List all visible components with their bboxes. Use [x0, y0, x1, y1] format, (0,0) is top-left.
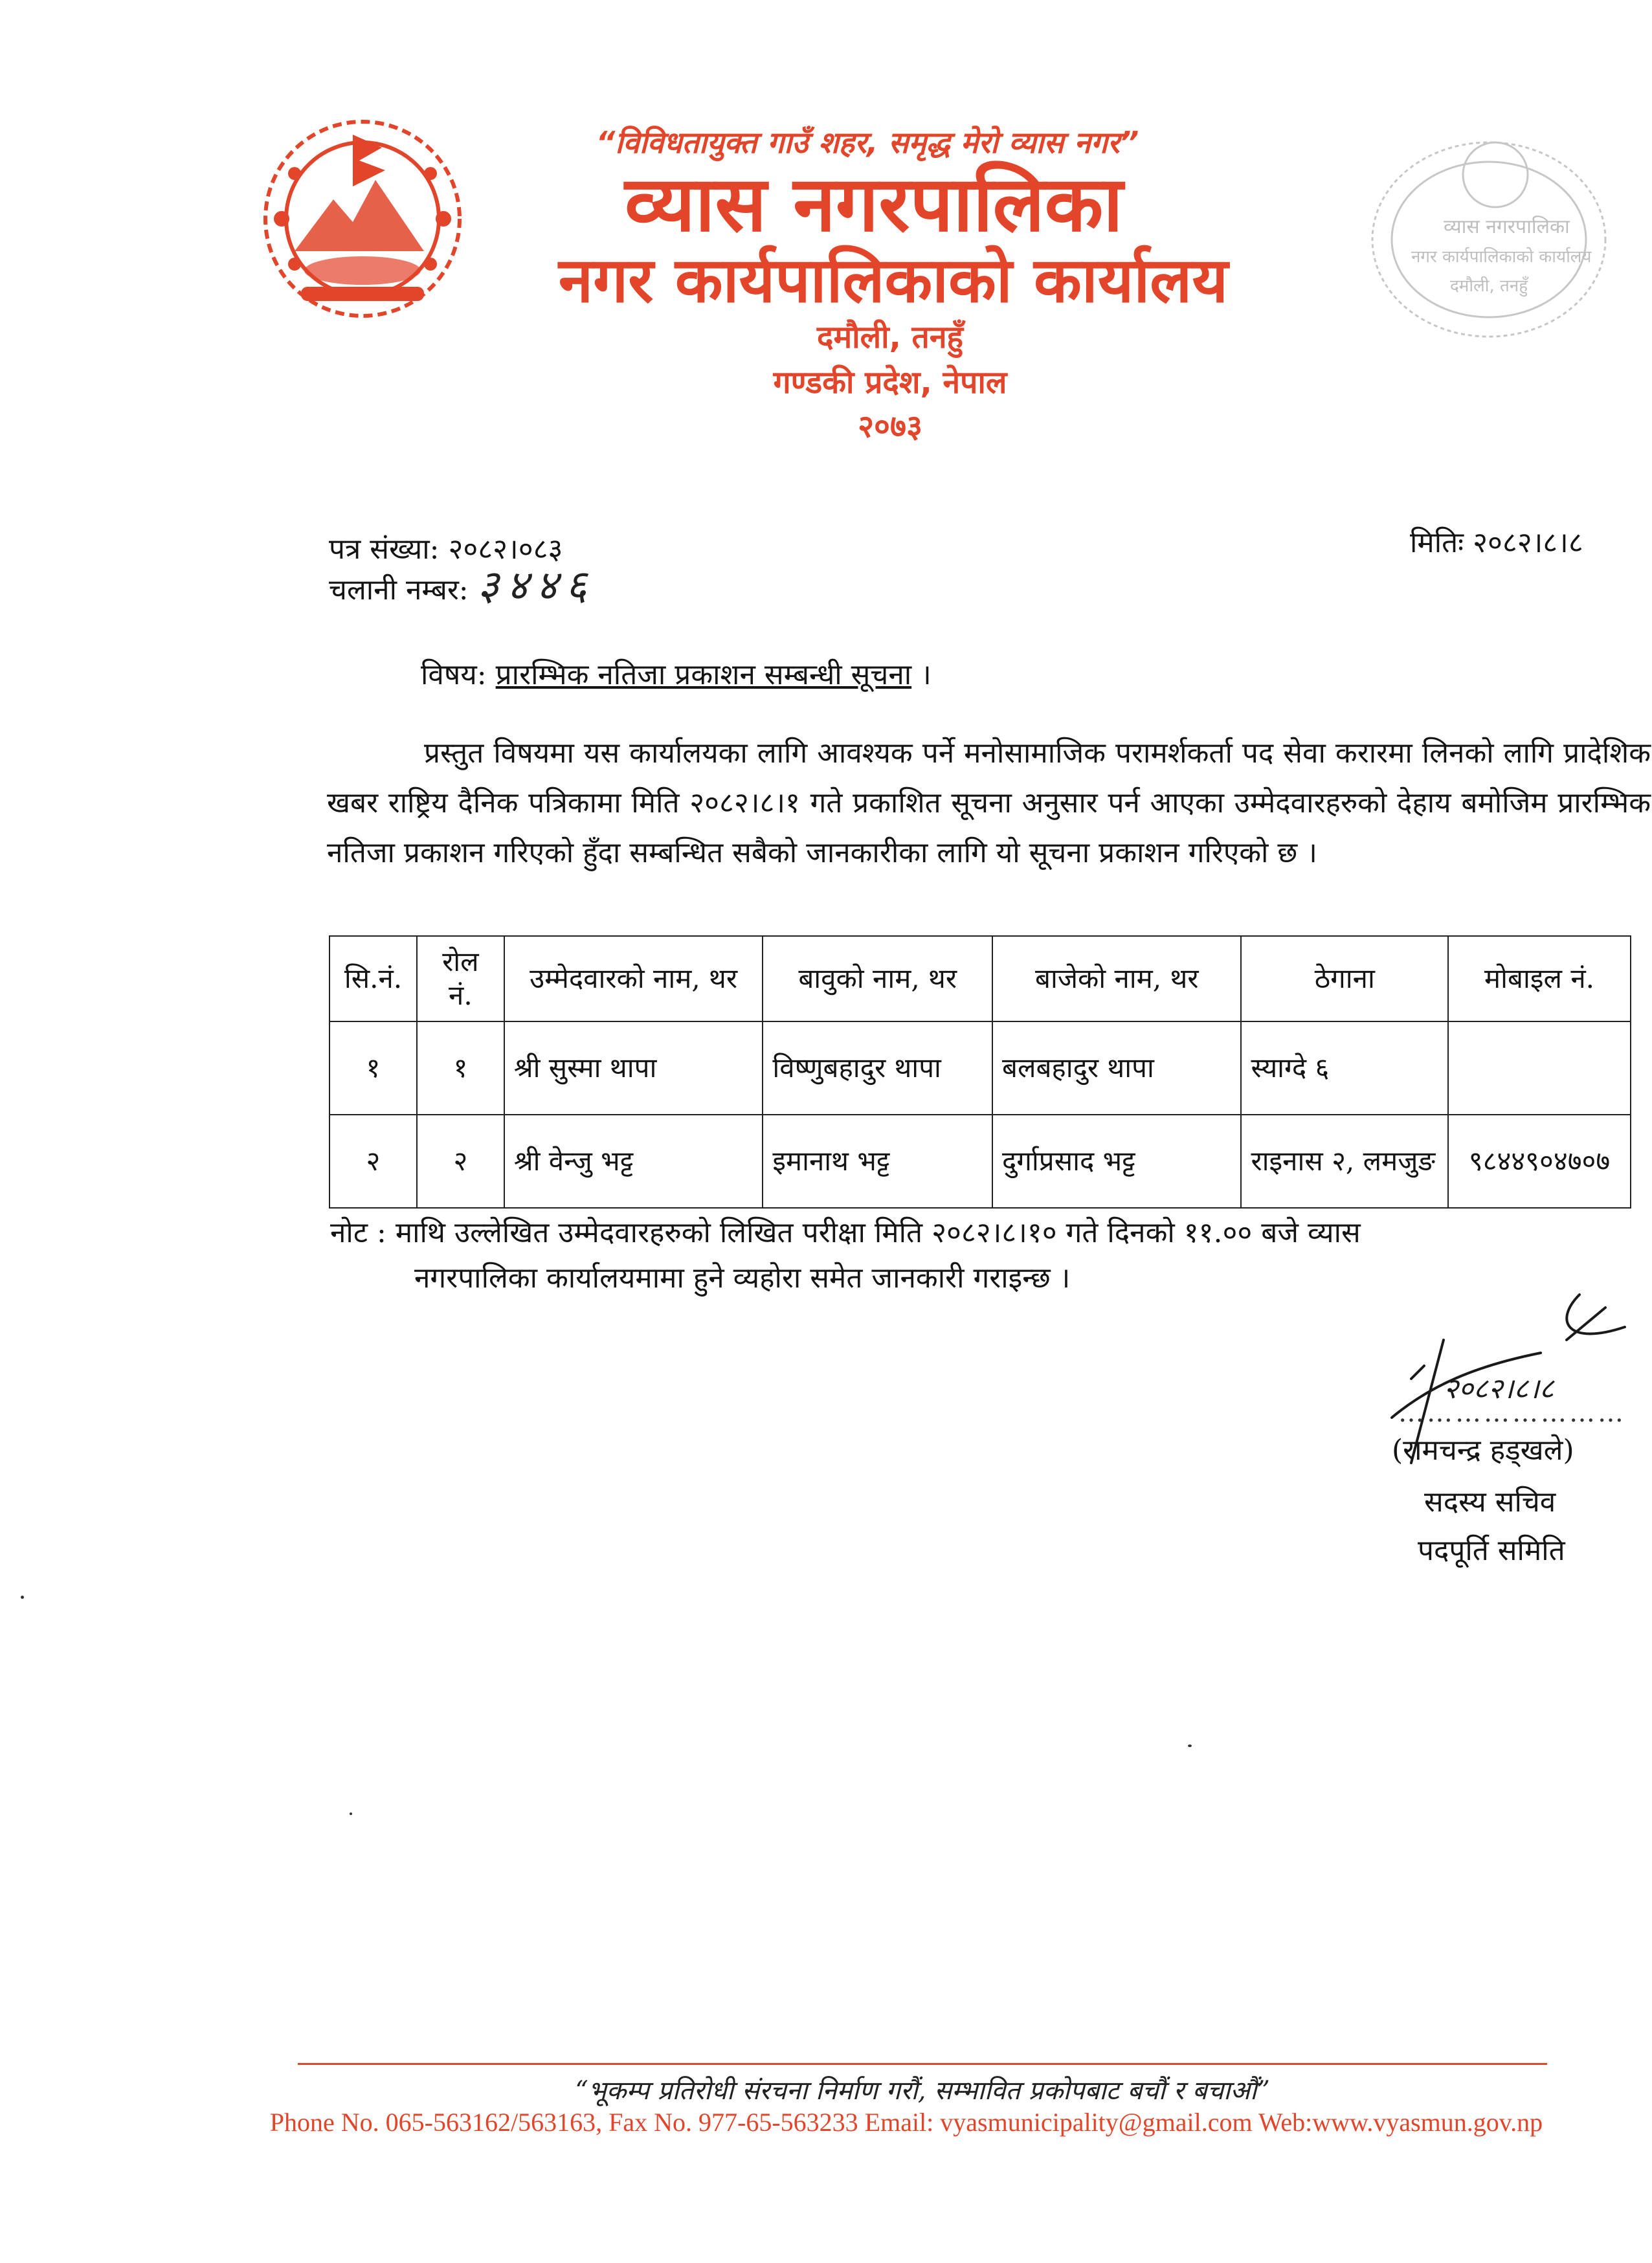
- results-table: [329, 935, 1631, 1209]
- cell-father-name: इमानाथ भट्ट: [763, 1115, 992, 1208]
- header-father-name: बावुको नाम, थर: [763, 936, 992, 1021]
- scan-speck: [350, 1812, 352, 1815]
- header-address: ठेगाना: [1241, 936, 1448, 1021]
- table-row: [329, 1115, 1631, 1208]
- note-text-1: माथि उल्लेखित उम्मेदवारहरुको लिखित परीक्षा मिति २०८२।८।१० गते दिनको ११.०० बजे व्यास: [395, 1216, 1361, 1249]
- header-grandfather-name: बाजेको नाम, थर: [992, 936, 1242, 1021]
- subject-label: विषय:: [421, 658, 487, 691]
- letterhead-slogan: “विविधतायुक्त गाउँ शहर, समृद्ध मेरो व्यास नगर”: [596, 125, 1139, 160]
- cell-roll: २: [417, 1115, 504, 1208]
- seal-text-line-1: व्यास नगरपालिका: [1444, 216, 1570, 238]
- header-roll: रोल नं.: [417, 936, 504, 1021]
- cell-candidate-name: श्री सुस्मा थापा: [504, 1021, 763, 1115]
- note-label: नोट :: [330, 1216, 386, 1249]
- dispatch-number-value: ३४४६: [477, 562, 595, 610]
- scan-speck: [21, 1596, 24, 1599]
- office-seal-icon: [1359, 129, 1618, 362]
- cell-serial: १: [329, 1021, 417, 1115]
- signatory-name: (रामचन्द्र हड्खले): [1392, 1434, 1574, 1467]
- body-paragraph: [327, 728, 1651, 878]
- nepal-emblem-icon: [256, 109, 469, 322]
- footer-contact: Phone No. 065-563162/563163, Fax No. 977-65-563233 Email: vyasmunicipality@gmail.com Web:www.vyasmun.gov.np: [269, 2108, 1543, 2137]
- address-line-2: गण्डकी प्रदेश, नेपाल: [773, 364, 1007, 401]
- municipality-name: व्यास नगरपालिका: [625, 159, 1123, 249]
- footer-slogan: “भूकम्प प्रतिरोधी संरचना निर्माण गरौं, सम्भावित प्रकोपबाट बचौं र बचाऔं”: [575, 2076, 1270, 2106]
- address-line-1: दमौली, तनहुँ: [816, 319, 964, 355]
- signatory-title: सदस्य सचिव: [1424, 1486, 1556, 1519]
- cell-serial: २: [329, 1115, 417, 1208]
- cell-mobile: [1448, 1021, 1631, 1115]
- footer-rule: [298, 2063, 1547, 2065]
- subject-text: प्रारम्भिक नतिजा प्रकाशन सम्बन्धी सूचना: [495, 658, 912, 691]
- letter-date-label: मितिः: [1410, 526, 1464, 559]
- cell-candidate-name: श्री वेन्जु भट्ट: [504, 1115, 763, 1208]
- signature-date: २०८२।८।८: [1444, 1372, 1554, 1405]
- letter-number-label: पत्र संख्या:: [329, 533, 440, 566]
- seal-text-line-2: नगर कार्यपालिकाको कार्यालय: [1411, 247, 1592, 267]
- header-mobile: मोबाइल नं.: [1448, 936, 1631, 1021]
- dispatch-number-label: चलानी नम्बर:: [329, 574, 469, 607]
- body-paragraph-text: प्रस्तुत विषयमा यस कार्यालयका लागि आवश्यक पर्ने मनोसामाजिक परामर्शकर्ता पद सेवा करारमा लिनको लागि प्रादेशिक खबर राष्ट्रिय दैनिक पत्रिकामा मिति २०८२।८।१ गते प्रकाशित सूचना अनुसार पर्न आएका उम्मेदवारहरुको देहाय बमोजिम प्रारम्भिक नतिजा प्रकाशन गरिएको हुँदा सम्बन्धित सबैको जानकारीका लागि यो सूचना प्रकाशन गरिएको छ ।: [327, 737, 1651, 869]
- table-row: [329, 1021, 1631, 1115]
- signatory-committee: पदपूर्ति समिति: [1418, 1534, 1565, 1567]
- cell-address: स्याग्दे ६: [1241, 1021, 1448, 1115]
- subject-end: ।: [921, 658, 932, 691]
- cell-father-name: विष्णुबहादुर थापा: [763, 1021, 992, 1115]
- note-line-2: नगरपालिका कार्यालयमामा हुने व्यहोरा समेत जानकारी गराइन्छ ।: [414, 1262, 1071, 1295]
- scan-speck: [1188, 1745, 1192, 1747]
- subject-line: [421, 654, 932, 693]
- letter-number-value: २०८२।०८३: [448, 533, 563, 566]
- office-name: नगर कार्यपालिकाको कार्यालय: [558, 244, 1229, 317]
- cell-mobile: ९८४४९०४७०७: [1448, 1115, 1631, 1208]
- established-year: २०७३: [858, 408, 922, 445]
- seal-text-line-3: दमौली, तनहुँ: [1450, 276, 1528, 296]
- letter-date-value: २०८२।८।८: [1473, 526, 1583, 559]
- signature-dots: ……………………: [1398, 1398, 1626, 1428]
- dispatch-number: [329, 562, 595, 610]
- table-header-row: [329, 936, 1631, 1021]
- header-serial: सि.नं.: [329, 936, 417, 1021]
- cell-address: राइनास २, लमजुङ: [1241, 1115, 1448, 1208]
- cell-grandfather-name: दुर्गाप्रसाद भट्ट: [992, 1115, 1242, 1208]
- header-candidate-name: उम्मेदवारको नाम, थर: [504, 936, 763, 1021]
- cell-grandfather-name: बलबहादुर थापा: [992, 1021, 1242, 1115]
- cell-roll: १: [417, 1021, 504, 1115]
- letter-date: [1410, 524, 1583, 562]
- note-line-1: [330, 1210, 1651, 1256]
